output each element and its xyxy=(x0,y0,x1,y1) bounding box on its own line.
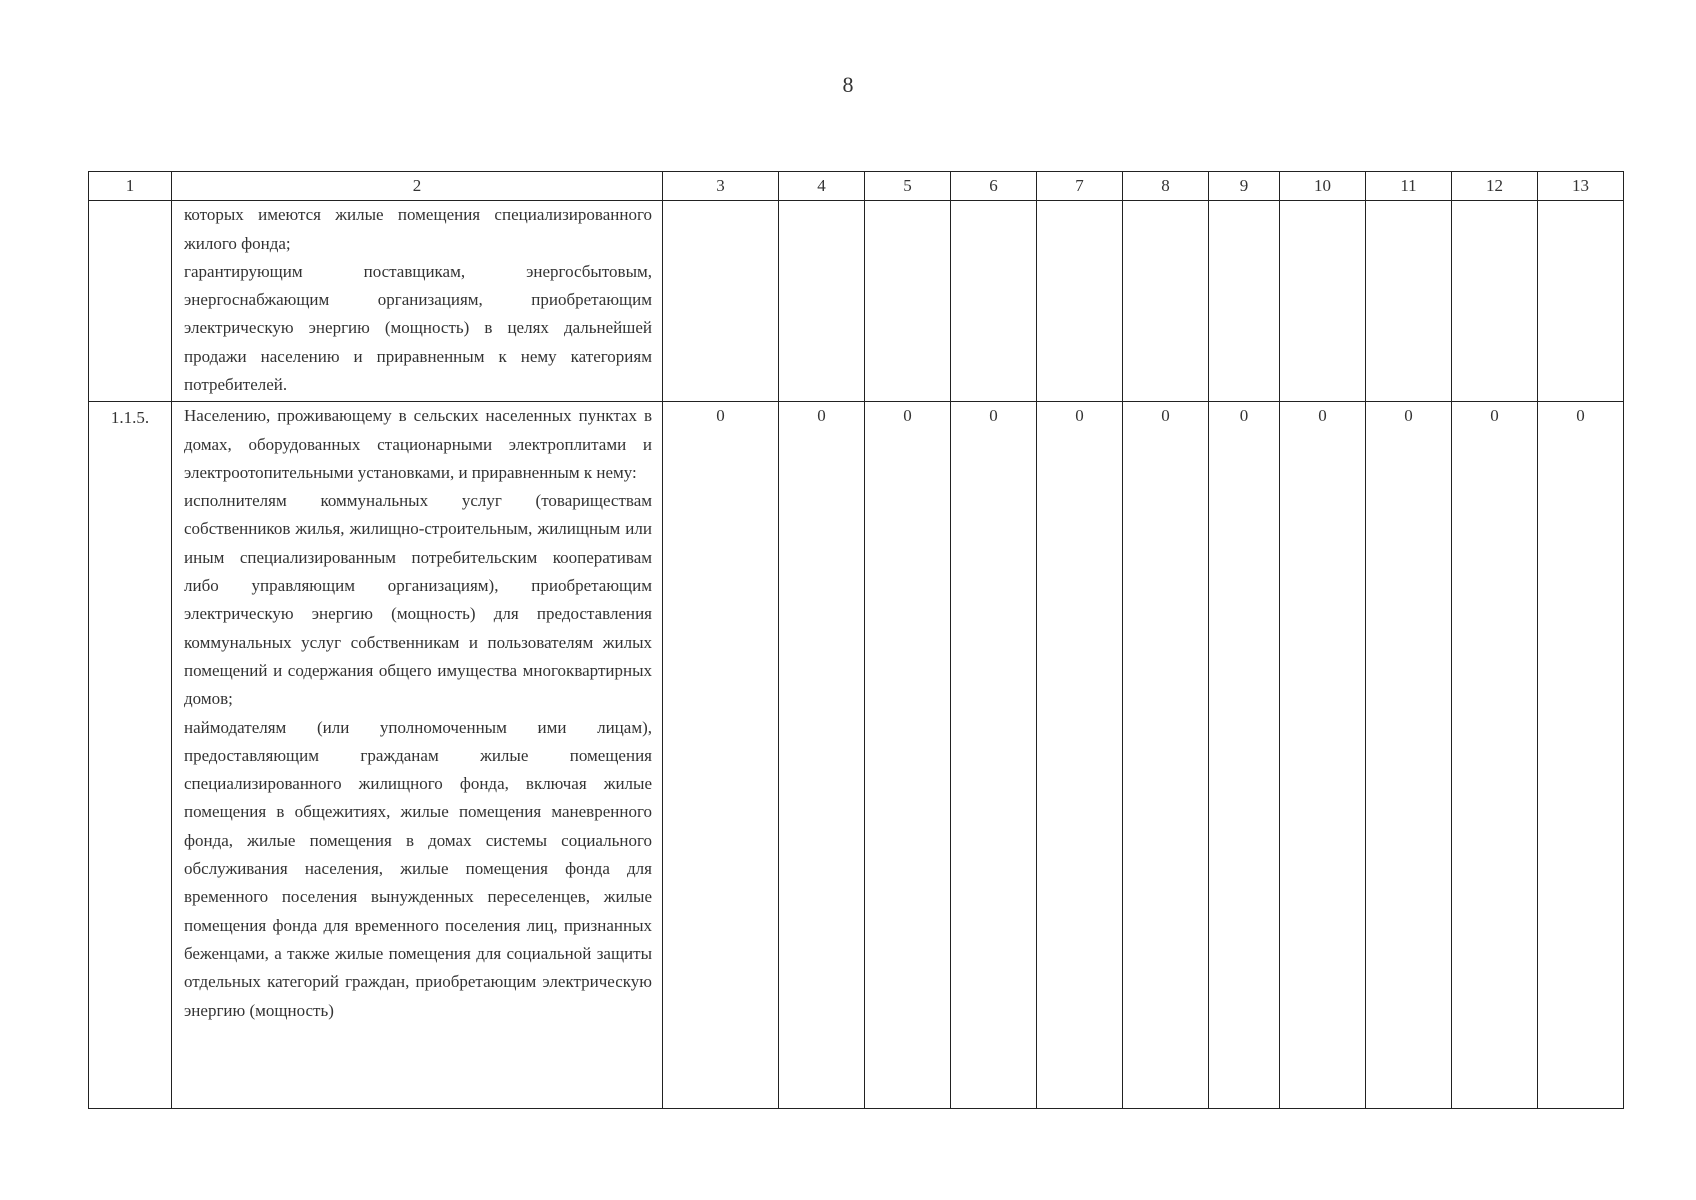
row-number-cell xyxy=(89,402,172,1109)
column-header: 12 xyxy=(1452,172,1538,201)
value-cell: 0 xyxy=(1366,402,1452,1109)
value-cell: 0 xyxy=(1280,402,1366,1109)
value-cell xyxy=(1280,201,1366,402)
column-header: 3 xyxy=(663,172,779,201)
column-header: 9 xyxy=(1209,172,1280,201)
column-header: 6 xyxy=(951,172,1037,201)
description-paragraph: исполнителям коммунальных услуг (товариществам собственников жилья, жилищно-строительным, жилищным или иным специализированным потребительским кооперативам либо управляющим организациям), приобретающим электрическую энергию (мощность) для предоставления коммунальных услуг собственникам и пользователям жилых помещений и содержания общего имущества многоквартирных домов; xyxy=(184,491,652,709)
value-cell xyxy=(1538,201,1624,402)
column-header: 11 xyxy=(1366,172,1452,201)
row-number xyxy=(89,201,171,203)
column-number-row xyxy=(89,172,1624,201)
value-cell xyxy=(663,201,779,402)
description-cell xyxy=(172,402,663,1109)
column-header: 13 xyxy=(1538,172,1624,201)
value-cell: 0 xyxy=(1123,402,1209,1109)
value-cell xyxy=(1366,201,1452,402)
column-header: 2 xyxy=(172,172,663,201)
value-cell: 0 xyxy=(1037,402,1123,1109)
value-cell xyxy=(1452,201,1538,402)
description-paragraph: которых имеются жилые помещения специализированного жилого фонда; xyxy=(184,205,652,253)
value-cell: 0 xyxy=(1209,402,1280,1109)
value-cell xyxy=(951,201,1037,402)
value-cell: 0 xyxy=(1452,402,1538,1109)
column-header: 1 xyxy=(89,172,172,201)
column-header: 7 xyxy=(1037,172,1123,201)
description-paragraph: Населению, проживающему в сельских населенных пунктах в домах, оборудованных стационарными электроплитами и электроотопительными установками, и приравненным к нему: xyxy=(184,406,652,482)
column-header: 4 xyxy=(779,172,865,201)
page-number: 8 xyxy=(842,72,854,97)
description-paragraph: наймодателям (или уполномоченным ими лицам), предоставляющим гражданам жилые помещения специализированного жилищного фонда, включая жилые помещения в общежитиях, жилые помещения маневренного фонда, жилые помещения в домах системы социального обслуживания населения, жилые помещения фонда для временного поселения вынужденных переселенцев, жилые помещения фонда для временного поселения лиц, признанных беженцами, а также жилые помещения для социальной защиты отдельных категорий граждан, приобретающим электрическую энергию (мощность) xyxy=(184,717,652,1020)
value-cell xyxy=(1123,201,1209,402)
description-cell xyxy=(172,201,663,402)
value-cell: 0 xyxy=(1538,402,1624,1109)
table-row xyxy=(89,201,1624,402)
value-cell xyxy=(1037,201,1123,402)
column-header: 10 xyxy=(1280,172,1366,201)
value-cell: 0 xyxy=(951,402,1037,1109)
row-number: 1.1.5. xyxy=(110,408,150,428)
tariff-table xyxy=(88,171,1624,1109)
value-cell xyxy=(865,201,951,402)
value-cell xyxy=(1209,201,1280,402)
row-number-cell xyxy=(89,201,172,402)
value-cell: 0 xyxy=(663,402,779,1109)
table-row xyxy=(89,402,1624,1109)
description-paragraph: гарантирующим поставщикам, энергосбытовым, энергоснабжающим организациям, приобретающим электрическую энергию (мощность) в целях дальнейшей продажи населению и приравненным к нему категориям потребителей. xyxy=(184,261,652,395)
value-cell: 0 xyxy=(865,402,951,1109)
value-cell xyxy=(779,201,865,402)
column-header: 5 xyxy=(865,172,951,201)
value-cell: 0 xyxy=(779,402,865,1109)
column-header: 8 xyxy=(1123,172,1209,201)
